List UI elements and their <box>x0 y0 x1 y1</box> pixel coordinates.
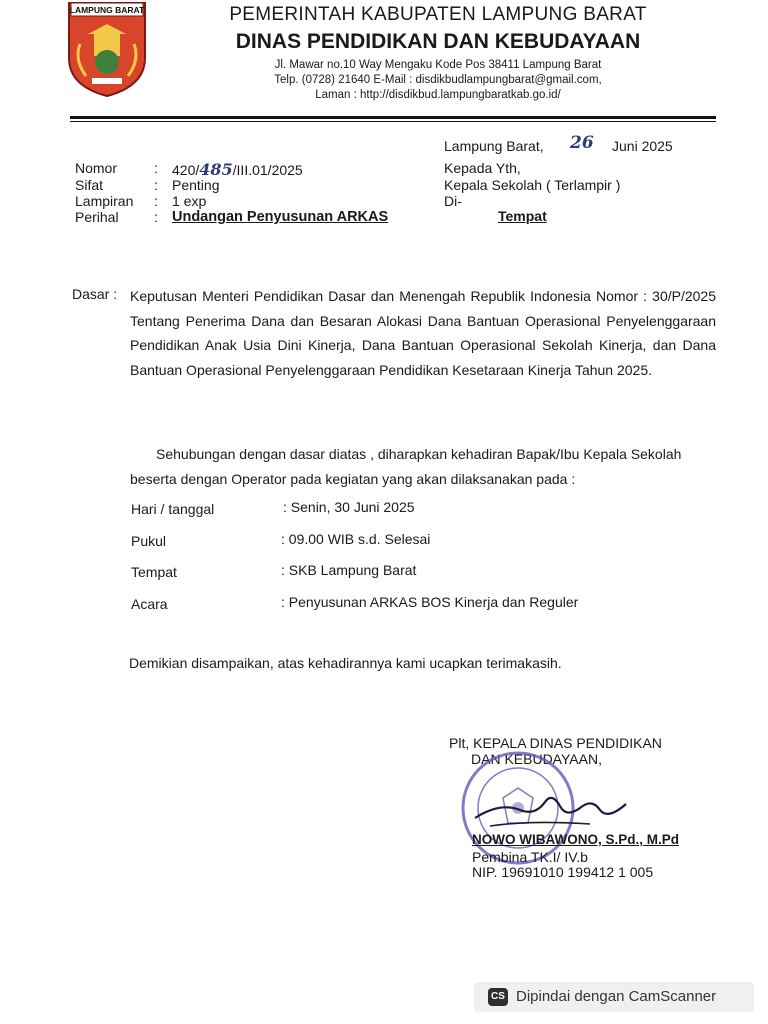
signatory-nip: NIP. 19691010 199412 1 005 <box>472 864 654 880</box>
letterhead-address: Jl. Mawar no.10 Way Mengaku Kode Pos 38411 Lampung Barat <box>274 59 602 71</box>
letterhead-rule-thick <box>70 116 716 119</box>
meta-lampiran-label: Lampiran <box>75 193 134 209</box>
signatory-name: NOWO WIBAWONO, S.Pd., M.Pd <box>472 832 679 847</box>
meta-lampiran-value: 1 exp <box>172 193 207 209</box>
meta-colon: : <box>154 160 158 176</box>
meta-sifat-label: Sifat <box>75 177 104 193</box>
meta-sifat-value: Penting <box>172 177 220 193</box>
date-day-handwritten: 26 <box>570 133 594 153</box>
meta-colon: : <box>154 209 158 225</box>
logo-banner-text: LAMPUNG BARAT <box>69 5 145 15</box>
date-place: Lampung Barat, <box>444 138 544 154</box>
detail-value-date: : Senin, 30 Juni 2025 <box>283 499 415 515</box>
detail-label-date: Hari / tanggal <box>131 501 215 517</box>
recipient-line1: Kepada Yth, <box>444 160 521 176</box>
meta-perihal-label: Perihal <box>75 209 119 225</box>
letterhead-government: PEMERINTAH KABUPATEN LAMPUNG BARAT <box>229 4 647 25</box>
detail-label-place: Tempat <box>131 564 177 580</box>
dasar-text: Keputusan Menteri Pendidikan Dasar dan Menengah Republik Indonesia Nomor : 30/P/2025 Tentang Penerima Dana dan Besaran Alokasi Dana Bantuan Operasional Penyelenggaraan Pendidikan Anak Usia Dini Kinerja, Dana Bantuan Operasional Sekolah Kinerja, dan Dana Bantuan Operasional Penyelenggaraan Pendidikan Kesetaraan Kinerja Tahun 2025. <box>130 288 716 378</box>
invitation-paragraph <box>130 442 720 492</box>
detail-label-time: Pukul <box>131 533 167 549</box>
meta-nomor-label: Nomor <box>75 160 118 176</box>
letterhead-rule-thin <box>70 121 716 122</box>
invitation-text: Sehubungan dengan dasar diatas , diharapkan kehadiran Bapak/Ibu Kepala Sekolah beserta dengan Operator pada kegiatan yang akan dilaksanakan pada : <box>130 446 682 487</box>
detail-value-event: : Penyusunan ARKAS BOS Kinerja dan Reguler <box>281 594 579 610</box>
detail-value-place: : SKB Lampung Barat <box>281 562 417 578</box>
camscanner-icon: CS <box>488 988 508 1006</box>
regency-logo <box>66 0 148 98</box>
dasar-label: Dasar : <box>72 286 118 302</box>
recipient-place: Tempat <box>498 208 547 224</box>
letterhead-contact-block <box>178 58 698 103</box>
letterhead-website: Laman : http://disdikbud.lampungbaratkab.go.id/ <box>315 89 561 101</box>
meta-colon: : <box>154 177 158 193</box>
closing-text: Demikian disampaikan, atas kehadirannya kami ucapkan terimakasih. <box>129 655 562 671</box>
recipient-line3: Di- <box>444 193 462 209</box>
detail-label-event: Acara <box>131 596 168 612</box>
letterhead-contact: Telp. (0728) 21640 E-Mail : disdikbudlampungbarat@gmail.com, <box>274 74 602 86</box>
meta-perihal-value: Undangan Penyusunan ARKAS <box>172 209 389 225</box>
recipient-line2: Kepala Sekolah ( Terlampir ) <box>444 177 621 193</box>
nomor-prefix: 420/ <box>172 162 200 178</box>
camscanner-text: Dipindai dengan CamScanner <box>516 988 717 1005</box>
letterhead-agency: DINAS PENDIDIKAN DAN KEBUDAYAAN <box>235 30 641 53</box>
signatory-title1: Plt, KEPALA DINAS PENDIDIKAN <box>449 735 662 751</box>
date-month-year: Juni 2025 <box>612 138 673 154</box>
signatory-rank: Pembina TK.I/ IV.b <box>472 849 588 865</box>
signatory-title2: DAN KEBUDAYAAN, <box>471 751 602 767</box>
handwritten-signature <box>470 780 630 840</box>
detail-value-time: : 09.00 WIB s.d. Selesai <box>281 531 431 547</box>
nomor-suffix: /III.01/2025 <box>232 162 303 178</box>
meta-colon: : <box>154 193 158 209</box>
nomor-handwritten: 485 <box>199 160 233 179</box>
